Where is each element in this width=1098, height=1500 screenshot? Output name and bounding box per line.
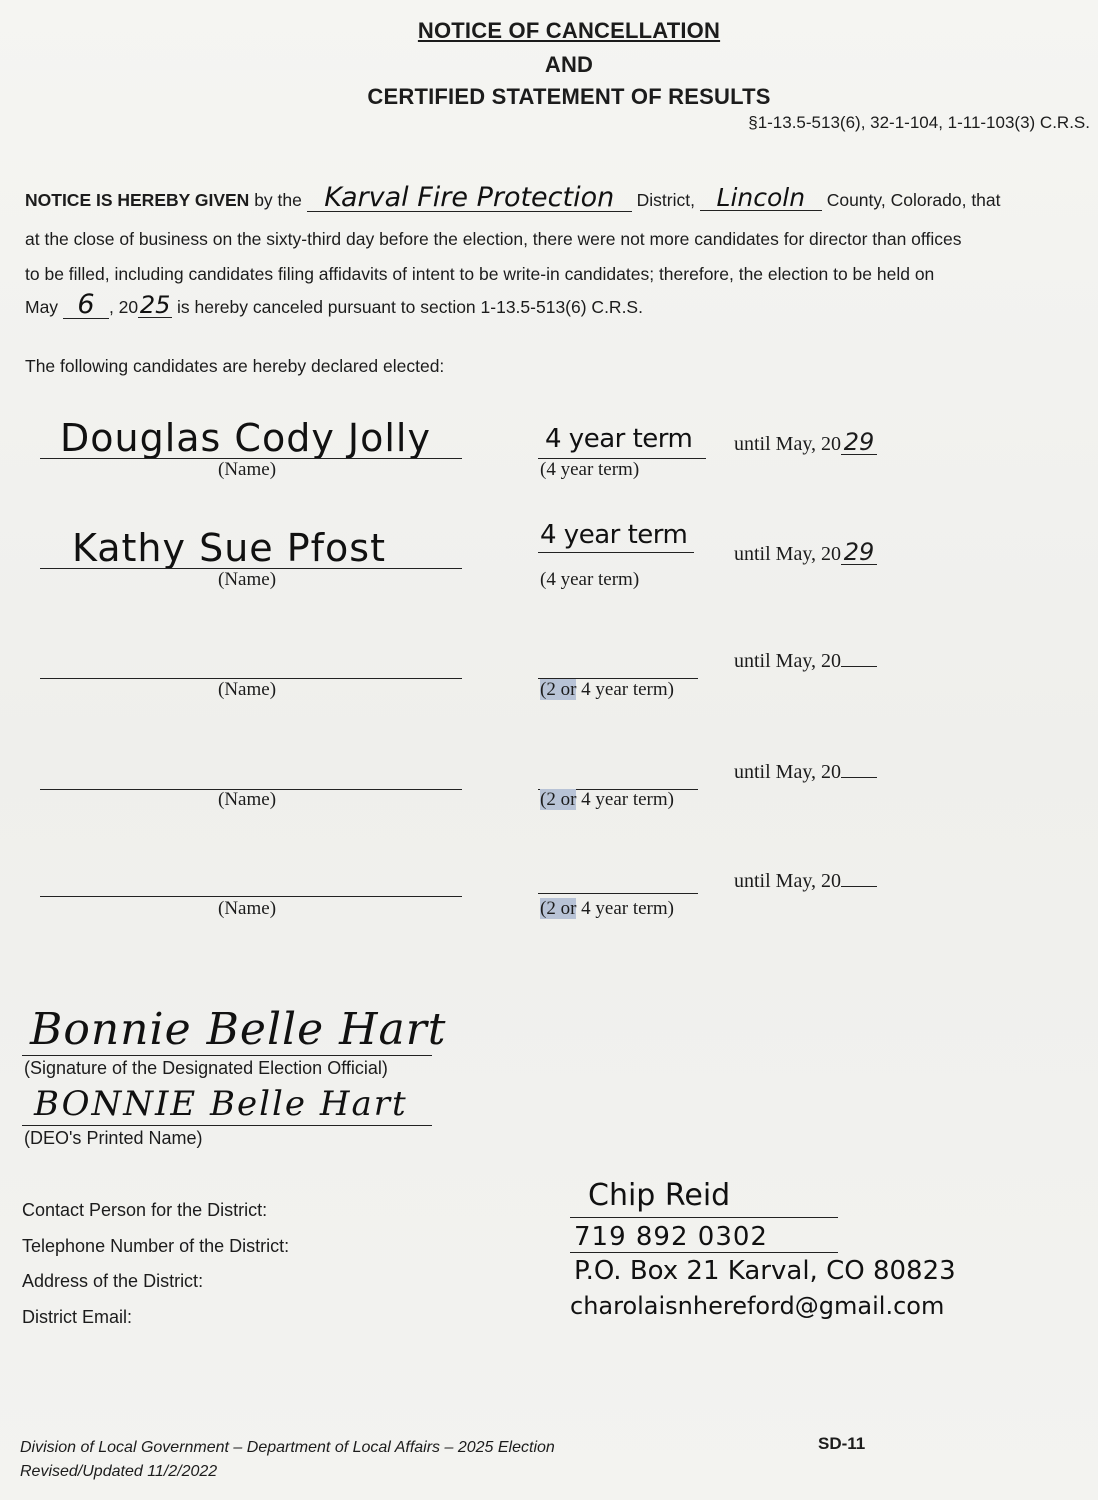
notice-district-word: District,: [636, 190, 695, 210]
candidate-5-until: [734, 870, 877, 893]
title-certified-statement: CERTIFIED STATEMENT OF RESULTS: [367, 84, 771, 109]
signature-label: (Signature of the Designated Election Official): [24, 1058, 388, 1078]
contact-person-label: Contact Person for the District:: [22, 1200, 268, 1220]
district-name-field: Karval Fire Protection: [307, 184, 632, 212]
candidate-5-term-label-b: 4 year term): [576, 898, 674, 919]
candidate-5-term-line: [538, 893, 698, 894]
candidate-2-until: [734, 540, 877, 566]
deo-printed-name: BONNIE Belle Hart: [34, 1084, 408, 1124]
declared-elected-heading: The following candidates are hereby declared elected:: [25, 356, 445, 376]
notice-lead: NOTICE IS HEREBY GIVEN: [25, 190, 250, 210]
telephone-label: Telephone Number of the District:: [22, 1236, 290, 1256]
candidate-4-term-label: [540, 789, 674, 811]
footer-revised: Revised/Updated 11/2/2022: [20, 1463, 218, 1480]
candidate-3-term-label: [540, 679, 674, 701]
county-name-field: Lincoln: [700, 185, 822, 211]
candidate-1-year: 29: [841, 430, 877, 455]
contact-person-value: Chip Reid: [588, 1178, 731, 1213]
election-year-field: 25: [139, 291, 171, 319]
email-value: charolaisnhereford@gmail.com: [570, 1292, 945, 1320]
signature-line: [22, 1055, 432, 1056]
email-label: District Email:: [22, 1307, 133, 1327]
candidate-5-term-label: [540, 898, 674, 920]
telephone-line: [570, 1252, 838, 1253]
candidate-5-name-line: [40, 896, 462, 897]
title-and: AND: [544, 52, 594, 77]
contact-person-line: [570, 1217, 838, 1218]
notice-county-tail: County, Colorado, that: [826, 190, 1001, 210]
candidate-4-term-label-a: (2 or: [540, 789, 577, 810]
candidate-4-year-blank: [841, 774, 877, 778]
candidate-1-term: 4 year term: [545, 424, 693, 454]
address-value: P.O. Box 21 Karval, CO 80823: [574, 1256, 956, 1286]
candidate-3-term-label-a: (2 or: [540, 679, 577, 700]
footer-division: Division of Local Government – Department of Local Affairs – 2025 Election: [20, 1439, 555, 1456]
title-notice-of-cancellation: NOTICE OF CANCELLATION: [417, 18, 721, 43]
candidate-2-name: Kathy Sue Pfost: [72, 526, 386, 570]
candidate-2-term-label: (4 year term): [540, 569, 640, 590]
candidate-1-until: [734, 430, 877, 456]
notice-comma-20: , 20: [108, 297, 139, 317]
candidate-4-until: [734, 761, 877, 784]
notice-line-4-tail: is hereby canceled pursuant to section 1-13.5-513(6) C.R.S.: [177, 297, 643, 317]
notice-line-1: [25, 184, 1001, 212]
statute-reference: §1-13.5-513(6), 32-1-104, 1-11-103(3) C.R.S.: [748, 113, 1090, 132]
election-day-field: 6: [63, 291, 109, 319]
notice-may-word: May: [25, 297, 59, 317]
candidate-4-name-label: (Name): [218, 789, 277, 810]
candidate-4-term-label-b: 4 year term): [576, 789, 674, 810]
candidate-1-term-label: (4 year term): [540, 459, 640, 480]
telephone-value: 719 892 0302: [574, 1222, 768, 1252]
candidate-2-name-label: (Name): [218, 569, 277, 590]
notice-by-the: by the: [254, 190, 302, 210]
candidate-3-term-label-b: 4 year term): [576, 679, 674, 700]
candidate-2-term: 4 year term: [540, 520, 688, 550]
notice-line-3: to be filled, including candidates filing affidavits of intent to be write-in candidates; therefore, the election to be held on: [25, 264, 935, 284]
candidate-3-name-label: (Name): [218, 679, 277, 700]
candidate-1-name-label: (Name): [218, 459, 277, 480]
candidate-5-term-label-a: (2 or: [540, 898, 577, 919]
deo-signature: Bonnie Belle Hart: [30, 1004, 447, 1055]
candidate-1-name: Douglas Cody Jolly: [60, 416, 431, 460]
printed-name-line: [22, 1125, 432, 1126]
candidate-2-year: 29: [841, 540, 877, 565]
candidate-3-until: [734, 650, 877, 673]
candidate-3-until-text: until May, 20: [734, 650, 842, 672]
candidate-2-until-text: until May, 20: [734, 543, 842, 565]
candidate-1-until-text: until May, 20: [734, 433, 842, 455]
notice-line-4: [25, 291, 643, 319]
candidate-5-name-label: (Name): [218, 898, 277, 919]
candidate-5-year-blank: [841, 883, 877, 887]
form-id: SD-11: [818, 1434, 866, 1453]
candidate-2-term-line: [538, 552, 694, 553]
notice-line-2: at the close of business on the sixty-third day before the election, there were not more candidates for director than offices: [25, 229, 962, 249]
candidate-3-year-blank: [841, 663, 877, 667]
candidate-5-until-text: until May, 20: [734, 870, 842, 892]
printed-name-label: (DEO's Printed Name): [24, 1128, 203, 1148]
candidate-4-until-text: until May, 20: [734, 761, 842, 783]
address-label: Address of the District:: [22, 1271, 204, 1291]
